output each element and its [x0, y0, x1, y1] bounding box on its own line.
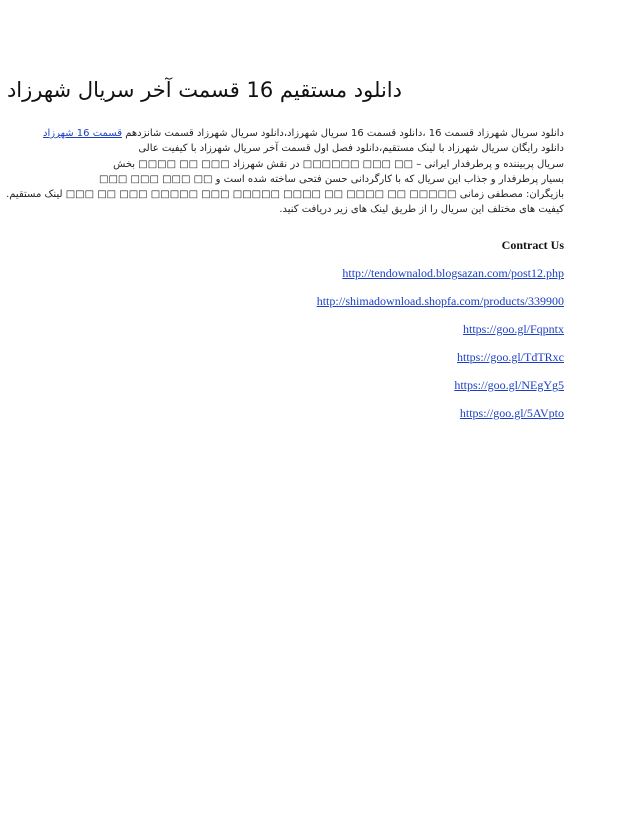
link-shopfa[interactable]: http://shimadownload.shopfa.com/products/339900 [316, 294, 564, 308]
episode-link[interactable]: قسمت 16 شهرزاد [43, 128, 123, 139]
link-googl-4[interactable]: https://goo.gl/5AVpto [459, 406, 564, 420]
document-title: دانلود مستقیم 16 قسمت آخر سریال شهرزاد [6, 78, 402, 102]
links-section [164, 238, 564, 434]
paragraph-line: سریال پربیننده و پرطرفدار ایرانی – □□ □□□ □□□□□□ در نقش شهرزاد □□□ □□ □□□□ بخش [113, 158, 564, 170]
link-googl-2[interactable]: https://goo.gl/TdTRxc [457, 350, 564, 364]
paragraph-line: دانلود رایگان سریال شهرزاد با لینک مستقیم،دانلود فصل اول قسمت آخر سریال شهرزاد با کیفیت عالی [138, 143, 564, 155]
contract-heading: Contract Us [501, 238, 564, 252]
body-paragraph [6, 126, 564, 218]
paragraph-line: بازیگران: مصطفی زمانی □□□□□ □□ □□□□ □□ □□□□ □□□□□ □□□ □□□□□ □□□ □□ □□□ لینک مستقیم. [6, 189, 564, 201]
link-googl-1[interactable]: https://goo.gl/Fqpntx [462, 322, 564, 336]
paragraph-line [43, 126, 564, 141]
paragraph-line: کیفیت های مختلف این سریال را از طریق لینک های زیر دریافت کنید. [279, 204, 564, 216]
paragraph-line: بسیار پرطرفدار و جذاب این سریال که با کارگردانی حسن فتحی ساخته شده است و □□ □□□ □□□ □□□ [99, 173, 564, 185]
paragraph-line-text: دانلود سریال شهرزاد قسمت 16 ،دانلود قسمت 16 سریال شهرزاد،دانلود سریال شهرزاد قسمت شانزدهم [125, 128, 564, 139]
link-googl-3[interactable]: https://goo.gl/NEgYg5 [454, 378, 564, 392]
link-blogsazan[interactable]: http://tendownalod.blogsazan.com/post12.php [342, 266, 564, 280]
